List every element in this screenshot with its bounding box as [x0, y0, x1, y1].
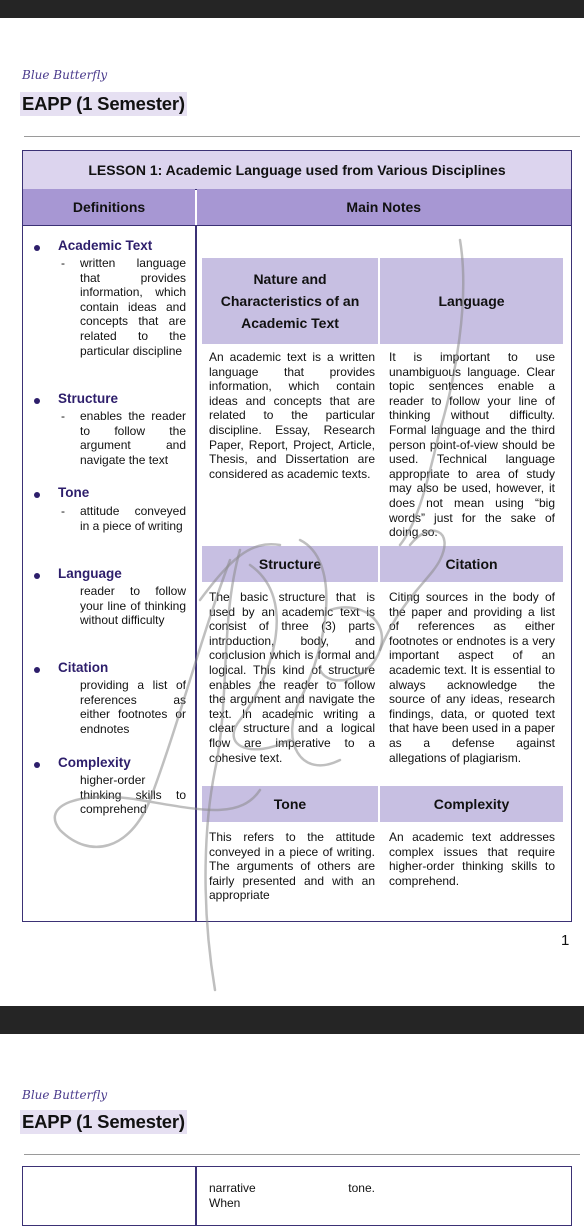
page-number: 1	[561, 932, 570, 949]
definition-term: Complexity	[58, 755, 131, 770]
bullet-icon	[34, 398, 40, 404]
definition-term: Tone	[58, 485, 90, 500]
definition-text: written language that provides information, which contain ideas and concepts that are related to the particular discipline	[80, 256, 186, 358]
dash-icon: -	[61, 409, 65, 423]
definition-text: higher-order thinking skills to comprehend	[80, 773, 186, 817]
header-rule-page2	[24, 1154, 580, 1155]
complexity-text: An academic text addresses complex issues that require higher-order thinking skills to comprehend.	[389, 830, 555, 888]
definition-text: attitude conveyed in a piece of writing	[80, 504, 186, 533]
tone-text: This refers to the attitude conveyed in a piece of writing. The arguments of others are fairly presented and with an appropriate	[209, 830, 375, 903]
definition-term: Academic Text	[58, 238, 153, 253]
definition-text: enables the reader to follow the argument and navigate the text	[80, 409, 186, 467]
definition-text: providing a list of references as either footnotes or endnotes	[80, 678, 186, 736]
header-rule	[24, 136, 580, 137]
bullet-icon	[34, 245, 40, 251]
complexity-heading: Complexity	[380, 786, 563, 822]
brand-label-page2: Blue Butterfly	[22, 1088, 108, 1102]
definition-term: Structure	[58, 391, 119, 406]
column-divider	[195, 1167, 197, 1225]
lesson-title: LESSON 1: Academic Language used from Various Disciplines	[23, 151, 571, 190]
continued-text: narrative tone. When	[209, 1181, 375, 1210]
nature-text: An academic text is a written language that provides information, which contain ideas and concepts that are related to the particular discipline. Essay, Research Paper, Report, Project, Article, Thesis, and Dissertation are considered as academic texts.	[209, 350, 375, 481]
top-bar	[0, 0, 584, 18]
dash-icon: -	[61, 504, 65, 518]
brand-label: Blue Butterfly	[22, 68, 108, 82]
document-title-page2: EAPP (1 Semester)	[22, 1111, 185, 1132]
definition-text: reader to follow your line of thinking without difficulty	[80, 584, 186, 628]
citation-text: Citing sources in the body of the paper and providing a list of references as either footnotes or endnotes is a very important aspect of an academic text. It is essential to always acknowledge the source of any ideas, research findings, data, or quoted text that have been used in a paper as a defense against allegations of plagiarism.	[389, 590, 555, 765]
structure-text: The basic structure that is used by an academic text is consist of three (3) parts introduction, body, and conclusion which is formal and logical. This kind of structure enables the reader to follow the argument and navigate the text. In academic writing a clear structure and a logical flow are imperative to a cohesive text.	[209, 590, 375, 765]
bullet-icon	[34, 762, 40, 768]
bullet-icon	[34, 492, 40, 498]
language-heading: Language	[380, 258, 563, 344]
column-divider	[195, 225, 197, 921]
document-title: EAPP (1 Semester)	[22, 93, 185, 114]
structure-heading: Structure	[202, 546, 378, 582]
main-notes-header: Main Notes	[197, 189, 572, 226]
citation-heading: Citation	[380, 546, 563, 582]
bullet-icon	[34, 573, 40, 579]
dash-icon: -	[61, 256, 65, 270]
definition-term: Citation	[58, 660, 109, 675]
page-separator	[0, 1006, 584, 1034]
bullet-icon	[34, 667, 40, 673]
language-text: It is important to use unambiguous language. Clear topic sentences enable a reader to follow your line of thinking without difficulty. Formal language and the third person point-of-view should be used. Technical language appropriate to area of study may also be used, however, it does not mean using “big words” just for the sake of doing so.	[389, 350, 555, 540]
definition-term: Language	[58, 566, 122, 581]
tone-heading: Tone	[202, 786, 378, 822]
definitions-header: Definitions	[23, 189, 195, 226]
nature-heading: Nature and Characteristics of an Academic Text	[202, 258, 378, 344]
